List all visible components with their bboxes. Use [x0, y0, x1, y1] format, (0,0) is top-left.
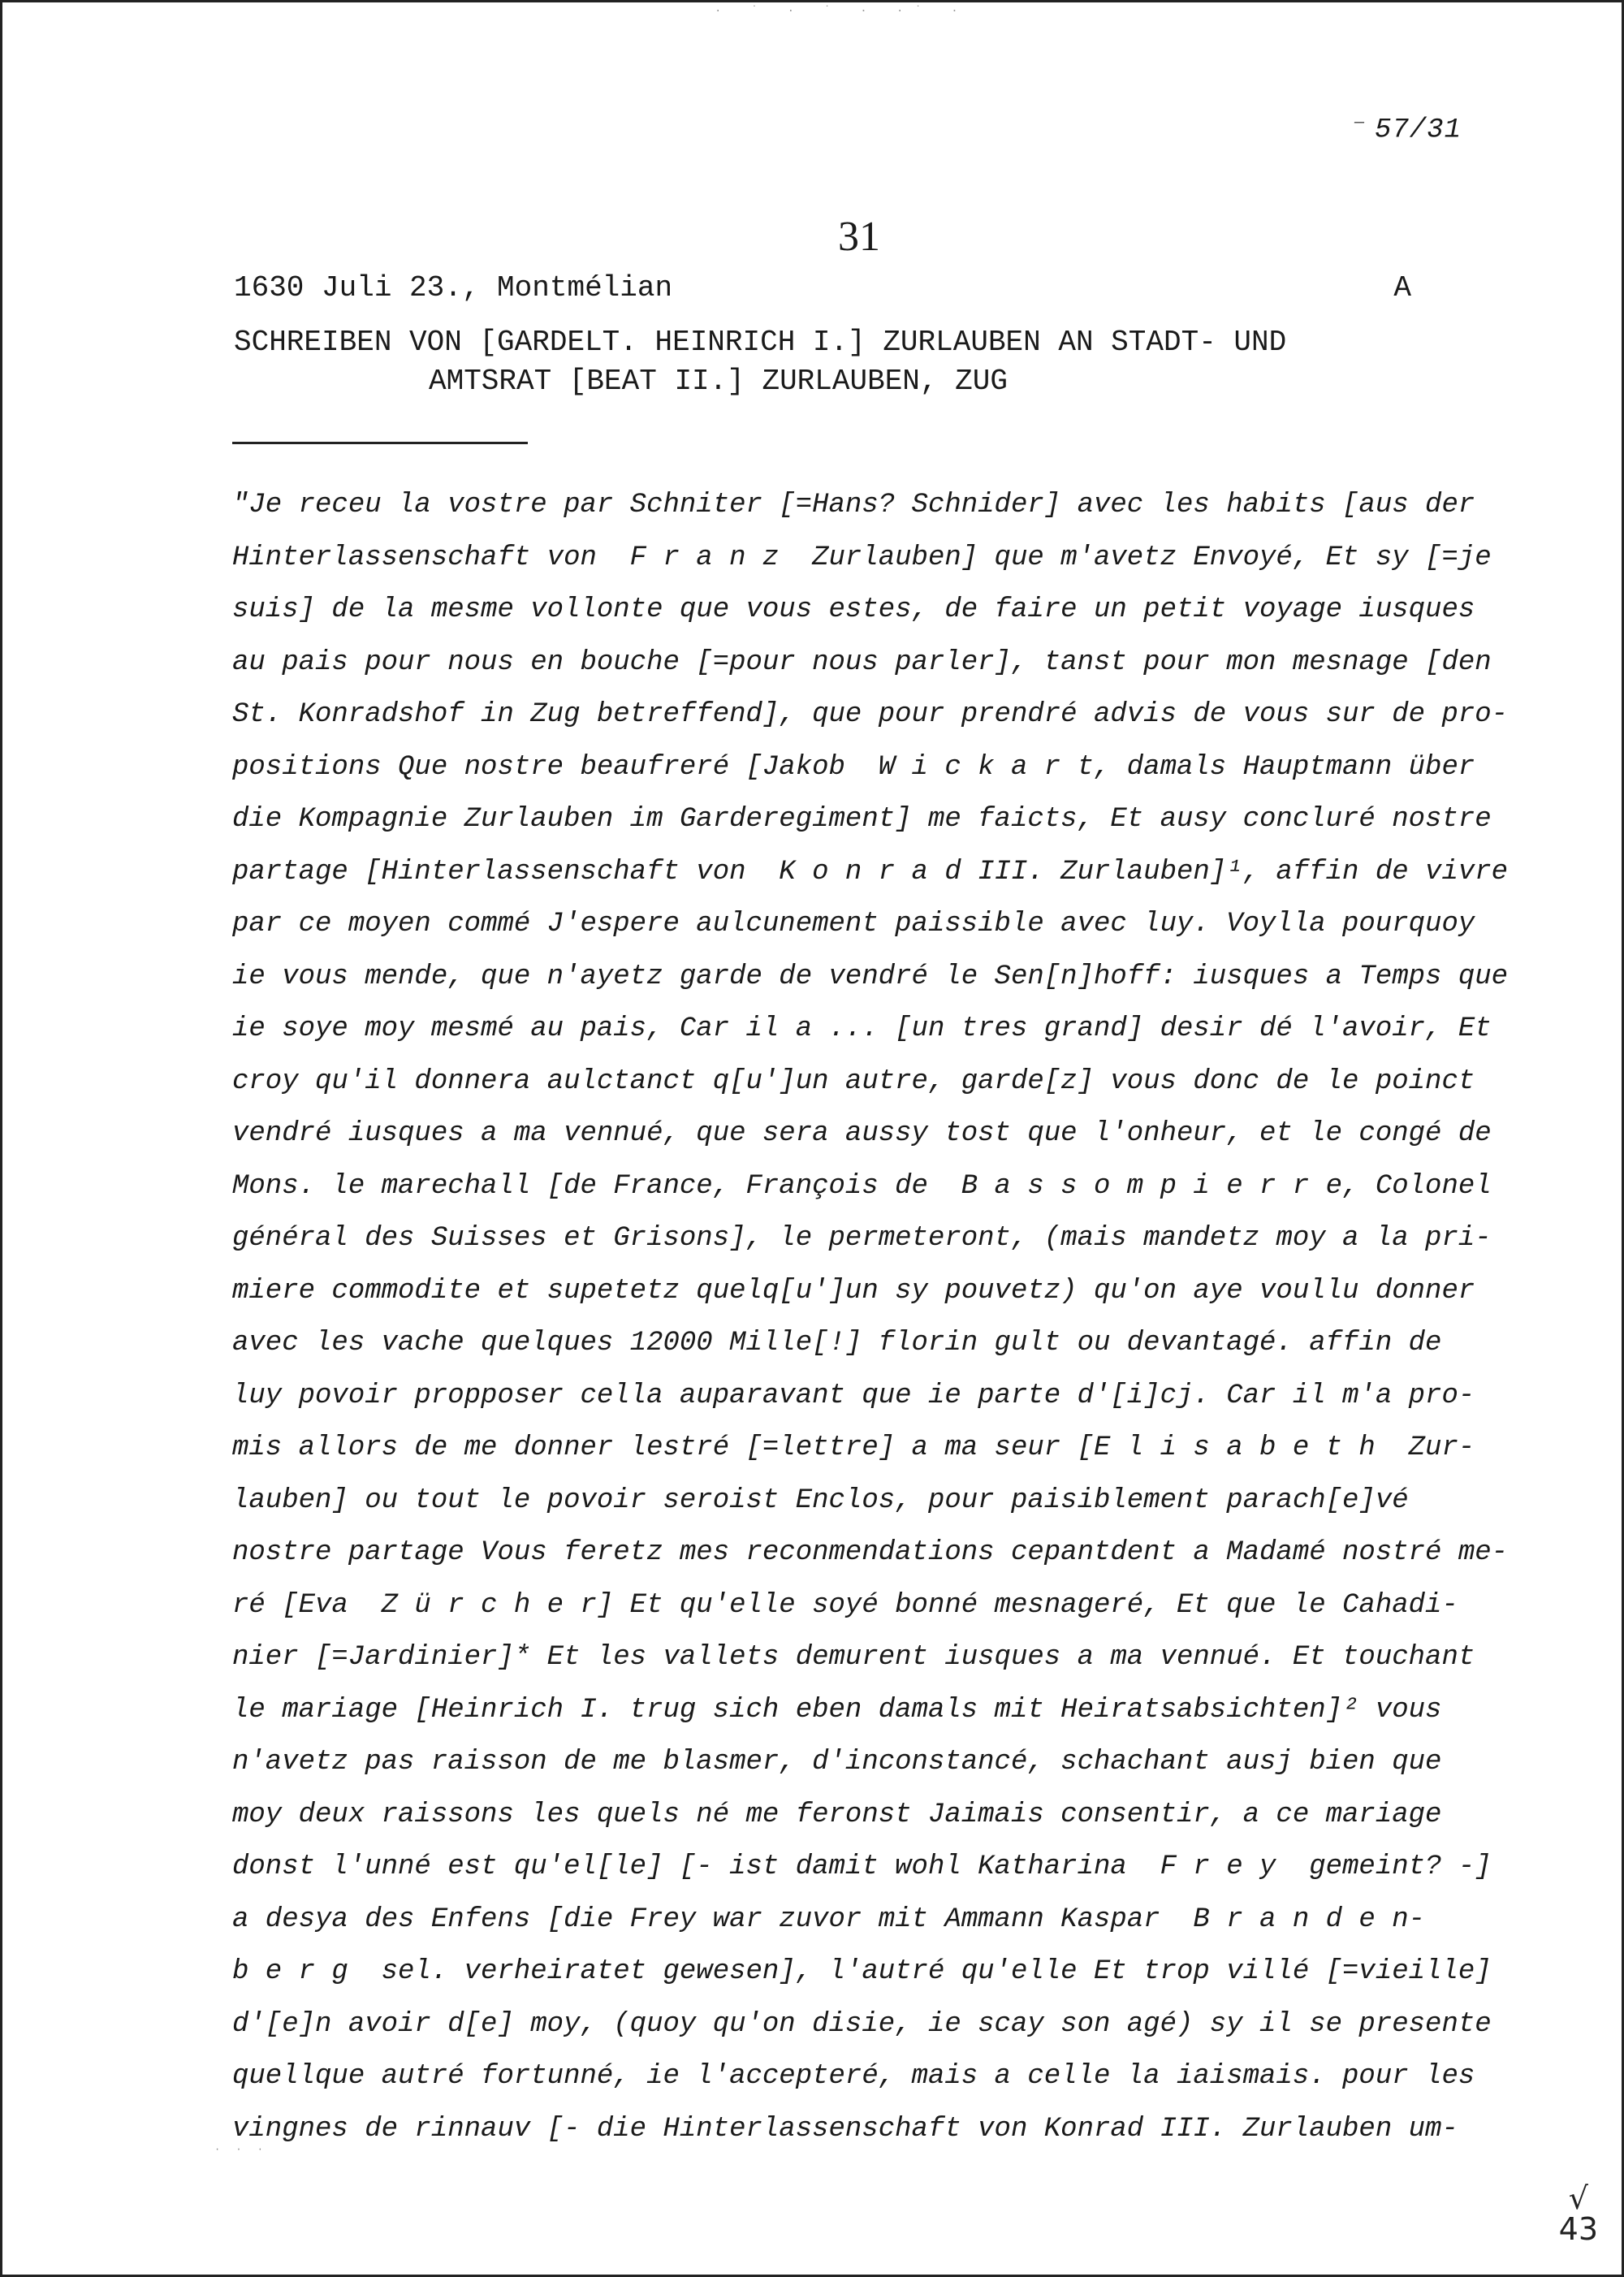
body-line: partage [Hinterlassenschaft von K o n r a d III. Zurlauben]¹, affin de vivre	[232, 856, 1509, 888]
page-reference-mark: —	[1354, 114, 1365, 132]
body-line: donst l'unné est qu'el[le] [- ist damit wohl Katharina F r e y gemeint? -]	[232, 1851, 1492, 1882]
body-line: nostre partage Vous feretz mes reconmendations cepantdent a Madamé nostré me-	[232, 1537, 1509, 1568]
body-line: ie vous mende, que n'ayetz garde de vendré le Sen[n]hoff: iusques a Temps que	[232, 961, 1509, 992]
transcription-body	[232, 479, 1509, 2155]
scan-specks-bottom: · · ·	[214, 2144, 269, 2155]
body-line: positions Que nostre beaufreré [Jakob W i c k a r t, damals Hauptmann über	[232, 751, 1475, 783]
document-heading	[234, 323, 1286, 401]
page-reference-number: 57/31	[1374, 114, 1462, 146]
body-line: St. Konradshof in Zug betreffend], que pour prendré advis de vous sur de pro-	[232, 699, 1509, 730]
body-line: miere commodite et supetetz quelq[u']un sy pouvetz) qu'on aye voullu donner	[232, 1275, 1475, 1307]
body-line: le mariage [Heinrich I. trug sich eben damals mit Heiratsabsichten]² vous	[232, 1694, 1442, 1726]
date-place-line	[234, 271, 1411, 305]
body-line: Mons. le marechall [de France, François de B a s s o m p i e r r e, Colonel	[232, 1170, 1492, 1202]
body-line: ré [Eva Z ü r c h e r] Et qu'elle soyé bonné mesnageré, Et que le Cahadi-	[232, 1589, 1458, 1621]
body-line: croy qu'il donnera aulctanct q[u']un autre, garde[z] vous donc de le poinct	[232, 1065, 1475, 1097]
body-line: général des Suisses et Grisons], le permeteront, (mais mandetz moy a la pri-	[232, 1223, 1492, 1254]
body-line: suis] de la mesme vollonte que vous estes, de faire un petit voyage iusques	[232, 594, 1475, 625]
body-line: b e r g sel. verheiratet gewesen], l'autré qu'elle Et trop villé [=vieille]	[232, 1956, 1492, 1987]
document-number: 31	[838, 214, 880, 260]
body-line: a desya des Enfens [die Frey war zuvor mit Ammann Kaspar B r a n d e n-	[232, 1903, 1426, 1935]
class-letter: A	[1393, 271, 1411, 305]
body-line: n'avetz pas raisson de me blasmer, d'inconstancé, schachant ausj bien que	[232, 1747, 1442, 1778]
check-mark-icon: √	[1568, 2180, 1588, 2216]
folio-number: 43	[1558, 2211, 1598, 2247]
body-line: nier [=Jardinier]* Et les vallets demurent iusques a ma vennué. Et touchant	[232, 1642, 1475, 1673]
scan-specks-top: · ˙ · ˙ · ·˙ ·	[715, 5, 970, 18]
body-line: moy deux raissons les quels né me feronst Jaimais consentir, a ce mariage	[232, 1799, 1442, 1830]
body-line: die Kompagnie Zurlauben im Garderegiment] me faicts, Et ausy concluré nostre	[232, 804, 1492, 835]
body-line: "Je receu la vostre par Schniter [=Hans? Schnider] avec les habits [aus der	[232, 490, 1475, 521]
body-line: ie soye moy mesmé au pais, Car il a ... [un tres grand] desir dé l'avoir, Et	[232, 1013, 1492, 1044]
body-line: au pais pour nous en bouche [=pour nous parler], tanst pour mon mesnage [den	[232, 646, 1492, 678]
date-place: 1630 Juli 23., Montmélian	[234, 271, 673, 305]
body-line: quellque autré fortunné, ie l'accepteré, mais a celle la iaismais. pour les	[232, 2061, 1475, 2092]
page-reference	[1354, 114, 1462, 145]
separator-rule	[232, 442, 528, 444]
body-line: mis allors de me donner lestré [=lettre] a ma seur [E l i s a b e t h Zur-	[232, 1432, 1475, 1463]
heading-line-1: SCHREIBEN VON [GARDELT. HEINRICH I.] ZURLAUBEN AN STADT- UND	[234, 326, 1287, 359]
body-line: vingnes de rinnauv [- die Hinterlassenschaft von Konrad III. Zurlauben um-	[232, 2113, 1458, 2145]
body-line: lauben] ou tout le povoir seroist Enclos, pour paisiblement parach[e]vé	[232, 1484, 1409, 1516]
heading-line-2: AMTSRAT [BEAT II.] ZURLAUBEN, ZUG	[429, 365, 1008, 398]
body-line: Hinterlassenschaft von F r a n z Zurlauben] que m'avetz Envoyé, Et sy [=je	[232, 542, 1492, 573]
body-line: d'[e]n avoir d[e] moy, (quoy qu'on disie, ie scay son agé) sy il se presente	[232, 2008, 1492, 2040]
body-line: par ce moyen commé J'espere aulcunement paissible avec luy. Voylla pourquoy	[232, 909, 1475, 940]
body-line: vendré iusques a ma vennué, que sera aussy tost que l'onheur, et le congé de	[232, 1118, 1492, 1149]
body-line: luy povoir propposer cella auparavant que ie parte d'[i]cj. Car il m'a pro-	[232, 1380, 1475, 1411]
folio-mark	[1558, 2180, 1598, 2247]
body-line: avec les vache quelques 12000 Mille[!] florin gult ou devantagé. affin de	[232, 1328, 1442, 1359]
